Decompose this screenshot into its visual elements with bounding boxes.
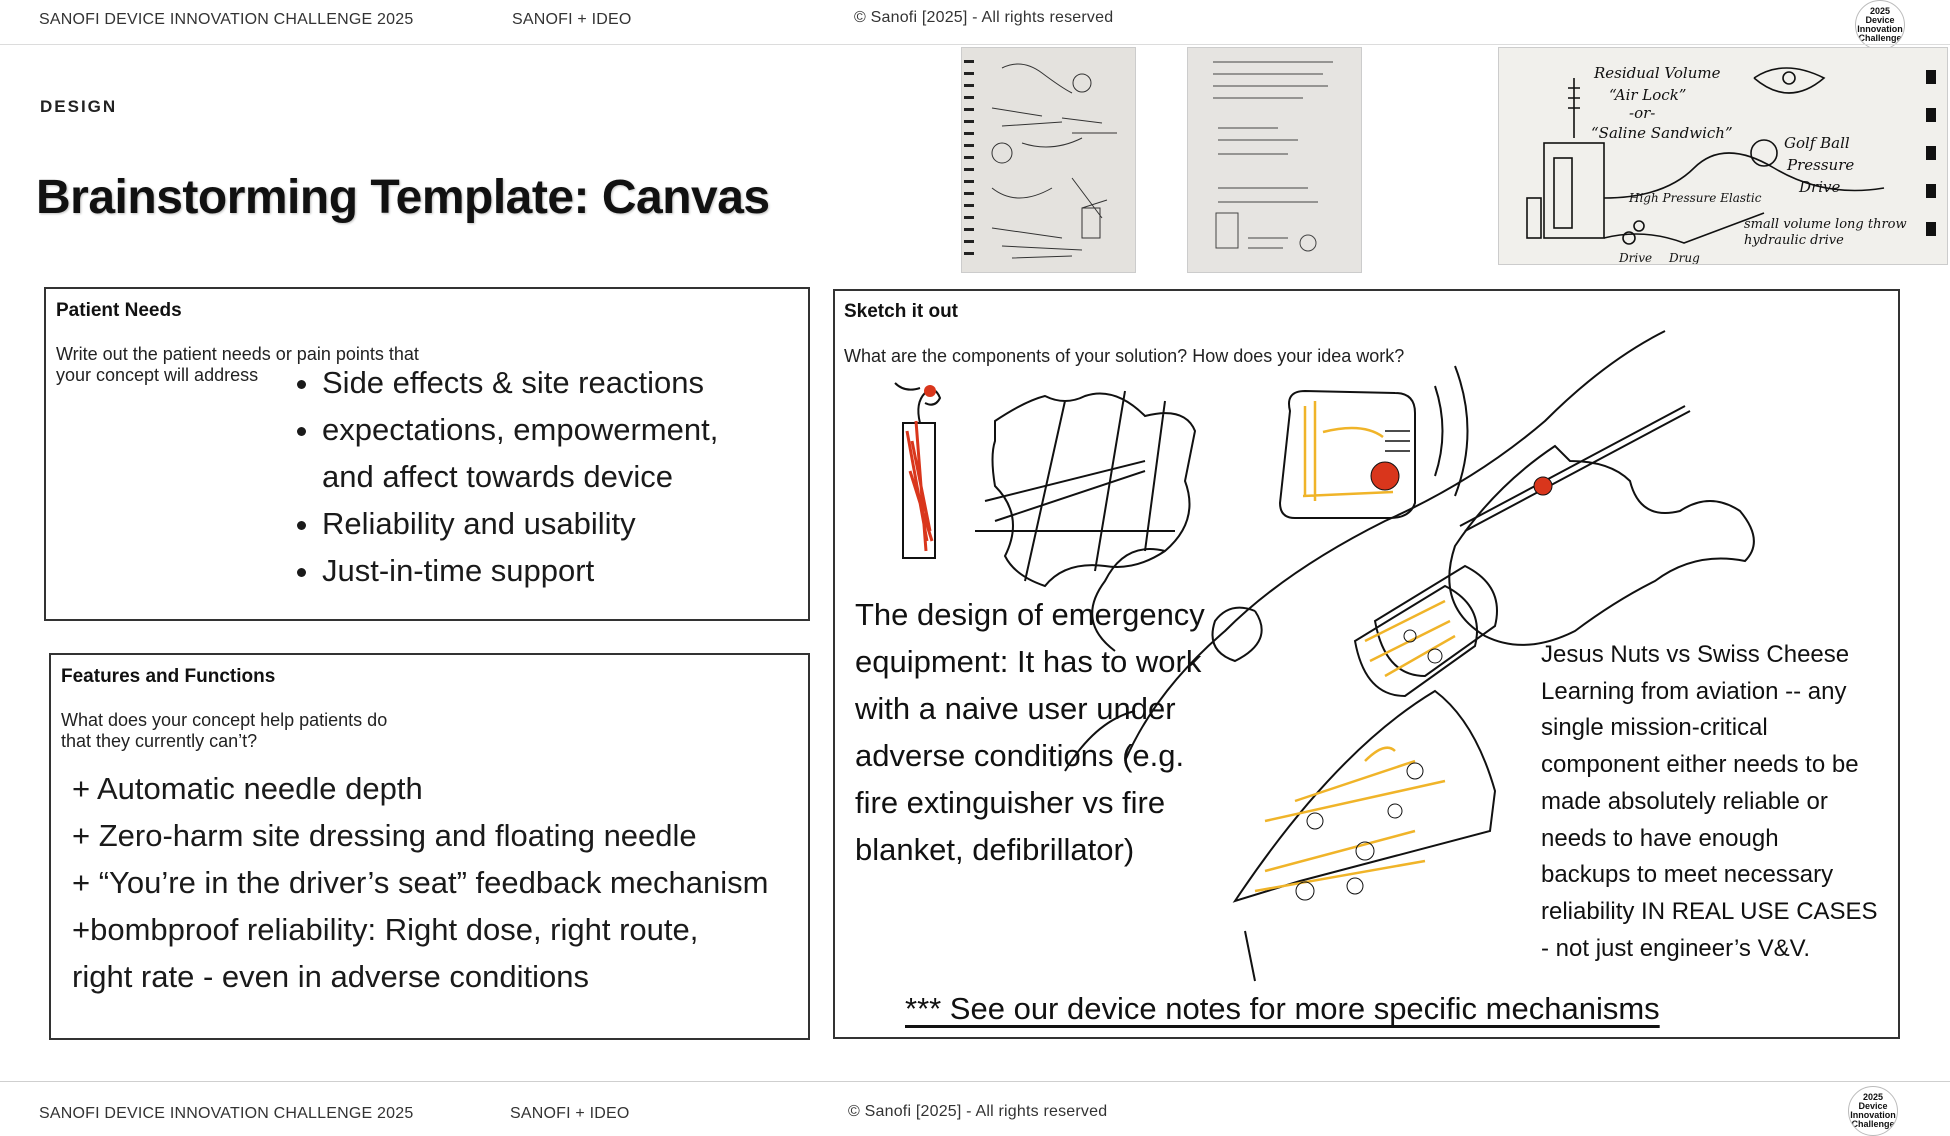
svg-text:Residual Volume: Residual Volume bbox=[1594, 64, 1721, 82]
list-item: and affect towards device bbox=[322, 459, 673, 494]
defibrillator-sketch bbox=[1280, 391, 1415, 518]
features-panel bbox=[49, 653, 810, 1040]
svg-text:“Air Lock”: “Air Lock” bbox=[1609, 86, 1687, 104]
device-notes-footnote: *** See our device notes for more specific mechanisms bbox=[905, 991, 1660, 1026]
svg-text:Drive: Drive bbox=[1799, 178, 1841, 196]
list-item: + Zero-harm site dressing and floating needle bbox=[72, 818, 697, 853]
svg-text:Drug: Drug bbox=[1669, 251, 1700, 265]
notebook-photo-2 bbox=[1187, 47, 1362, 273]
svg-text:Drive: Drive bbox=[1619, 251, 1653, 265]
svg-text:Pressure: Pressure bbox=[1787, 156, 1855, 174]
challenge-logo: 2025 Device Innovation Challenge bbox=[1855, 0, 1905, 50]
patient-needs-title: Patient Needs bbox=[56, 300, 182, 321]
footer-partner: SANOFI + IDEO bbox=[510, 1105, 630, 1122]
list-item: right rate - even in adverse conditions bbox=[72, 959, 589, 994]
svg-text:High Pressure Elastic: High Pressure Elastic bbox=[1629, 191, 1762, 205]
section-label: DESIGN bbox=[40, 97, 118, 116]
svg-text:-or-: -or- bbox=[1629, 104, 1656, 122]
notebook-photo-3 bbox=[1498, 47, 1948, 265]
features-title: Features and Functions bbox=[61, 666, 276, 687]
swiss-cheese-sketch bbox=[1235, 566, 1497, 981]
patient-needs-list bbox=[290, 359, 718, 594]
fire-blanket-sketch bbox=[975, 391, 1195, 586]
footer-copyright: © Sanofi [2025] - All rights reserved bbox=[848, 1103, 1108, 1120]
list-item: • expectations, empowerment, bbox=[322, 406, 718, 453]
header-partner: SANOFI + IDEO bbox=[512, 11, 632, 28]
emergency-equipment-note: The design of emergency equipment: It has to work with a naive user under adverse conditions (e.g. fire extinguisher vs fire blanket, defibrillator) bbox=[855, 597, 1205, 867]
notebook-photo-3-sketch bbox=[1499, 48, 1948, 265]
patient-needs-panel bbox=[44, 287, 810, 621]
list-item: • Just-in-time support bbox=[322, 547, 718, 594]
features-list bbox=[72, 765, 768, 1000]
header-copyright: © Sanofi [2025] - All rights reserved bbox=[854, 9, 1114, 26]
svg-text:small volume long throw: small volume long throw bbox=[1744, 217, 1907, 232]
footer-divider bbox=[0, 1081, 1950, 1082]
svg-text:Golf Ball: Golf Ball bbox=[1784, 134, 1850, 152]
page-title: Brainstorming Template: Canvas bbox=[36, 171, 770, 224]
sketch-prompt: What are the components of your solution? How does your idea work? bbox=[844, 346, 1405, 366]
notebook-photo-1-sketch bbox=[962, 48, 1136, 273]
features-prompt: What does your concept help patients do that they currently can’t? bbox=[61, 710, 388, 751]
list-item: • Side effects & site reactions bbox=[322, 359, 718, 406]
footer-challenge: SANOFI DEVICE INNOVATION CHALLENGE 2025 bbox=[39, 1105, 414, 1122]
header-challenge: SANOFI DEVICE INNOVATION CHALLENGE 2025 bbox=[39, 11, 414, 28]
list-item: • Reliability and usability bbox=[322, 500, 718, 547]
svg-text:“Saline Sandwich”: “Saline Sandwich” bbox=[1591, 124, 1733, 142]
sketch-title: Sketch it out bbox=[844, 301, 959, 322]
list-item: +bombproof reliability: Right dose, right route, bbox=[72, 912, 699, 947]
list-item: + Automatic needle depth bbox=[72, 771, 423, 806]
list-item: + “You’re in the driver’s seat” feedback mechanism bbox=[72, 865, 769, 900]
svg-text:hydraulic drive: hydraulic drive bbox=[1744, 233, 1844, 248]
footer-challenge-logo: 2025 Device Innovation Challenge bbox=[1848, 1086, 1898, 1136]
sketch-panel bbox=[833, 289, 1900, 1039]
notebook-photo-2-sketch bbox=[1188, 48, 1362, 273]
header-divider bbox=[0, 44, 1950, 45]
fire-extinguisher-sketch bbox=[895, 383, 940, 558]
aviation-reliability-note: Jesus Nuts vs Swiss Cheese Learning from aviation -- any single mission-critical component either needs to be made absolutely reliable or needs to have enough backups to meet necessary reliability IN REAL USE CASES - not just engineer’s V&V. bbox=[1541, 641, 1878, 962]
notebook-photo-1 bbox=[961, 47, 1136, 273]
patient-needs-prompt: Write out the patient needs or pain points that your concept will address bbox=[56, 344, 419, 385]
